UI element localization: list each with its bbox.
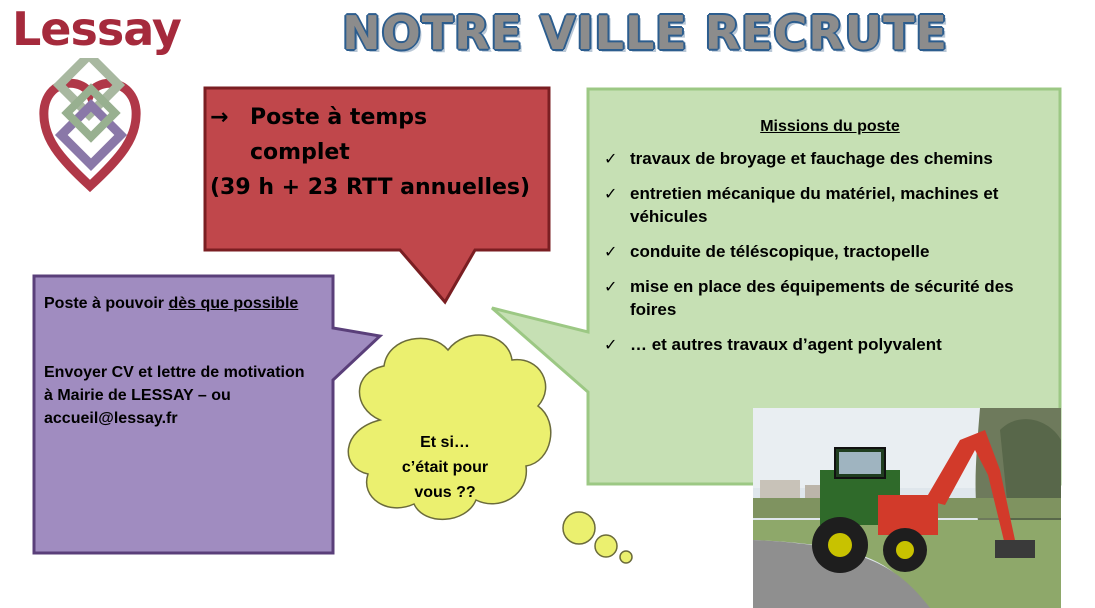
logo-wordmark: Lessay xyxy=(12,2,181,56)
missions-list xyxy=(604,147,1044,368)
mission-text: mise en place des équipements de sécurité des foires xyxy=(630,277,1014,319)
thought-line-2: c’était pour xyxy=(401,459,489,476)
job-type-text xyxy=(210,100,550,205)
missions-title: Missions du poste xyxy=(760,118,900,135)
mission-text: … et autres travaux d’agent polyvalent xyxy=(630,335,942,354)
checkmark-icon: ✓ xyxy=(604,277,618,296)
tractor-with-hedge-cutter-photo xyxy=(753,408,1061,608)
interlaced-diamonds-logo-icon xyxy=(30,58,150,198)
thought-line-3: vous ?? xyxy=(414,484,476,501)
job-type-line-3: (39 h + 23 RTT annuelles) xyxy=(210,175,531,200)
job-type-line-2: complet xyxy=(250,140,350,165)
list-item xyxy=(604,147,1044,170)
list-item xyxy=(604,182,1044,228)
checkmark-icon: ✓ xyxy=(604,335,618,354)
availability-prefix: Poste à pouvoir xyxy=(44,295,169,312)
job-type-line-1: Poste à temps xyxy=(250,105,428,130)
thought-line-1: Et si… xyxy=(420,434,470,451)
mission-text: conduite de téléscopique, tractopelle xyxy=(630,242,930,261)
mission-text: entretien mécanique du matériel, machines et véhicules xyxy=(630,184,999,226)
thought-text xyxy=(385,430,505,505)
application-text xyxy=(44,292,314,430)
page-title: NOTRE VILLE RECRUTE xyxy=(342,6,948,60)
checkmark-icon: ✓ xyxy=(604,149,618,168)
availability-line xyxy=(44,292,314,315)
checkmark-icon: ✓ xyxy=(604,184,618,203)
list-item xyxy=(604,275,1044,321)
list-item xyxy=(604,333,1044,356)
mission-text: travaux de broyage et fauchage des chemins xyxy=(630,149,993,168)
contact-text: Envoyer CV et lettre de motivation à Mairie de LESSAY – ou accueil@lessay.fr xyxy=(44,364,305,427)
checkmark-icon: ✓ xyxy=(604,242,618,261)
list-item xyxy=(604,240,1044,263)
availability-emphasis: dès que possible xyxy=(168,295,299,312)
arrow-right-icon: → xyxy=(210,105,229,130)
